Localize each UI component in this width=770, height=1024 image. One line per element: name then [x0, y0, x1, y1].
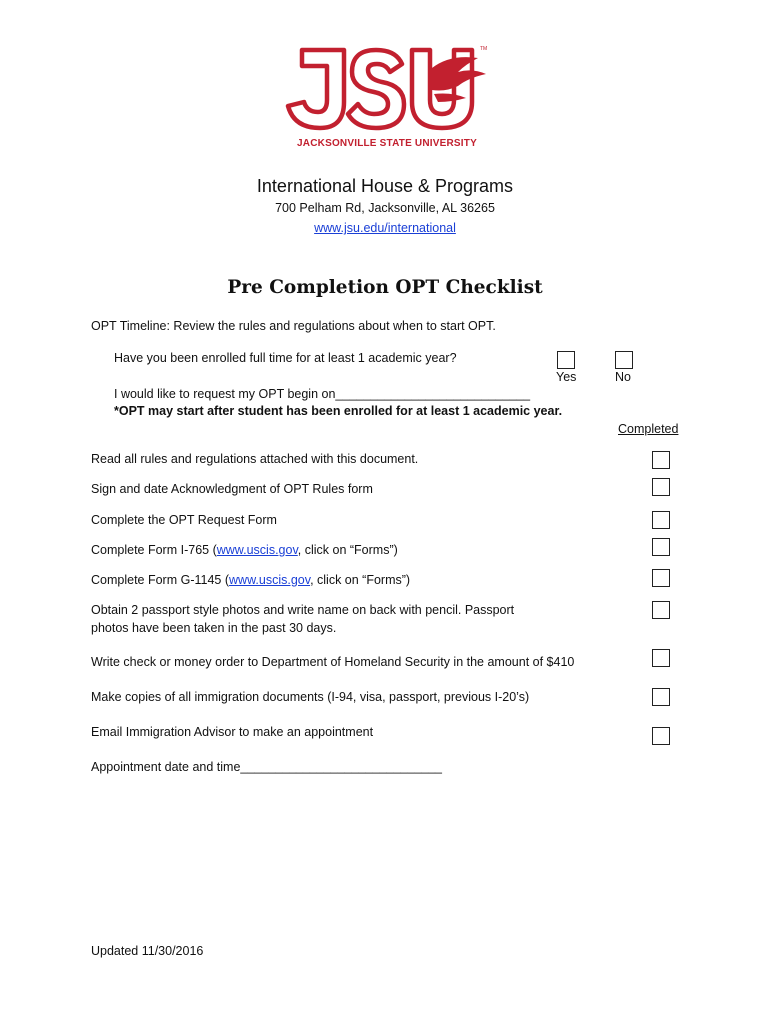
yes-label: Yes	[556, 370, 577, 384]
appointment-date-line[interactable]: Appointment date and time_____________________________	[91, 760, 443, 774]
timeline-intro: OPT Timeline: Review the rules and regulations about when to start OPT.	[91, 319, 496, 333]
checkbox-payment[interactable]	[652, 649, 670, 667]
form-g1145-text-post: , click on “Forms”)	[310, 573, 411, 587]
checklist-item-form-i765	[91, 543, 398, 557]
opt-start-request-line[interactable]: I would like to request my OPT begin on____________________________	[114, 387, 531, 401]
logo-flame	[432, 57, 486, 102]
checklist-item-sign-acknowledgment: Sign and date Acknowledgment of OPT Rules form	[91, 482, 373, 496]
org-name: International House & Programs	[256, 176, 514, 196]
svg-text:TM: TM	[480, 46, 488, 52]
website-row	[0, 219, 770, 237]
checklist-item-read-rules: Read all rules and regulations attached with this document.	[91, 452, 419, 466]
page-title: Pre Completion OPT Checklist	[227, 277, 543, 298]
checklist-item-email-advisor: Email Immigration Advisor to make an appointment	[91, 725, 374, 739]
website-link[interactable]: www.jsu.edu/international	[314, 221, 456, 235]
checklist-item-opt-request-form: Complete the OPT Request Form	[91, 513, 277, 527]
logo-letter-j	[288, 50, 344, 128]
no-checkbox[interactable]	[615, 351, 633, 369]
checkbox-opt-request-form[interactable]	[652, 511, 670, 529]
checkbox-email-advisor[interactable]	[652, 727, 670, 745]
completed-column-header: Completed	[618, 422, 679, 436]
checkbox-passport-photos[interactable]	[652, 601, 670, 619]
checkbox-form-i765[interactable]	[652, 538, 670, 556]
address: 700 Pelham Rd, Jacksonville, AL 36265	[275, 201, 495, 215]
uscis-link-g1145[interactable]: www.uscis.gov	[229, 573, 311, 587]
checklist-item-payment: Write check or money order to Department of Homeland Security in the amount of $410	[91, 655, 575, 669]
updated-date: Updated 11/30/2016	[91, 944, 204, 958]
checkbox-read-rules[interactable]	[652, 451, 670, 469]
enrollment-question: Have you been enrolled full time for at least 1 academic year?	[114, 351, 457, 365]
checkbox-copy-documents[interactable]	[652, 688, 670, 706]
checklist-item-passport-photos-line2: photos have been taken in the past 30 days.	[91, 621, 337, 635]
form-g1145-text-pre: Complete Form G-1145 (	[91, 573, 230, 587]
checklist-item-copy-documents: Make copies of all immigration documents (I-94, visa, passport, previous I-20’s)	[91, 690, 530, 704]
logo-letter-s	[348, 50, 404, 128]
yes-checkbox[interactable]	[557, 351, 575, 369]
opt-start-note: *OPT may start after student has been enrolled for at least 1 academic year.	[114, 404, 563, 418]
no-label: No	[615, 370, 631, 384]
uscis-link-i765[interactable]: www.uscis.gov	[216, 543, 298, 557]
form-i765-text-pre: Complete Form I-765 (	[91, 543, 217, 557]
form-i765-text-post: , click on “Forms”)	[297, 543, 398, 557]
logo-caption: JACKSONVILLE STATE UNIVERSITY	[297, 138, 477, 149]
checkbox-sign-acknowledgment[interactable]	[652, 478, 670, 496]
checkbox-form-g1145[interactable]	[652, 569, 670, 587]
checklist-item-form-g1145	[91, 573, 410, 587]
checklist-item-passport-photos-line1: Obtain 2 passport style photos and write name on back with pencil. Passport	[91, 603, 515, 617]
